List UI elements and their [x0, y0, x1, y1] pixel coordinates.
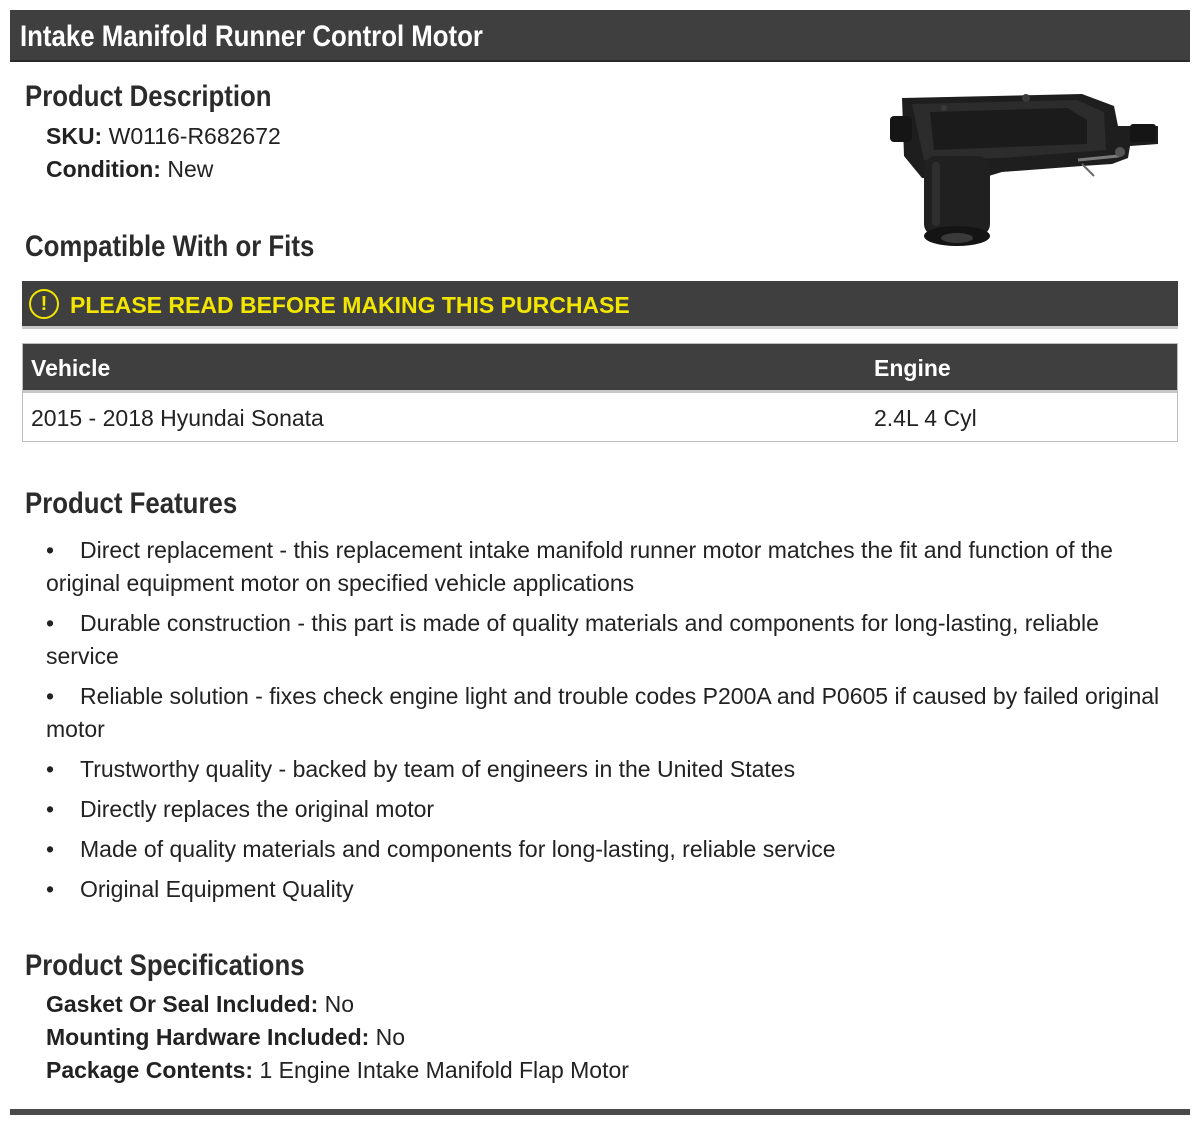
fitment-table — [22, 343, 1178, 442]
warning-banner — [22, 281, 1178, 329]
list-item — [46, 753, 1176, 786]
product-image — [882, 86, 1162, 256]
page-title: Intake Manifold Runner Control Motor — [20, 20, 483, 53]
bullet: • — [46, 836, 55, 862]
bullet: • — [46, 610, 55, 636]
list-item — [46, 680, 1176, 746]
spec-label: Gasket Or Seal Included: — [46, 991, 319, 1017]
spec-line — [46, 1057, 629, 1084]
compatibility-heading: Compatible With or Fits — [25, 230, 315, 263]
warning-text: PLEASE READ BEFORE MAKING THIS PURCHASE — [70, 292, 630, 318]
feature-text: Directly replaces the original motor — [80, 796, 435, 822]
bullet: • — [46, 876, 55, 902]
engine-cell: 2.4L 4 Cyl — [874, 405, 977, 431]
feature-text: Original Equipment Quality — [80, 876, 354, 902]
exclamation-circle-icon: ! — [29, 289, 59, 319]
feature-text: Durable construction - this part is made of quality materials and components for long-lasting, reliable service — [46, 610, 1099, 669]
feature-text: Made of quality materials and components for long-lasting, reliable service — [80, 836, 836, 862]
spec-label: Mounting Hardware Included: — [46, 1024, 370, 1050]
bottom-divider — [10, 1109, 1190, 1115]
spec-label: Package Contents: — [46, 1057, 254, 1083]
list-item — [46, 793, 1176, 826]
bullet: • — [46, 756, 55, 782]
title-bar — [10, 10, 1190, 62]
bullet: • — [46, 683, 55, 709]
list-item — [46, 607, 1176, 673]
spec-line — [46, 991, 354, 1018]
bullet: • — [46, 796, 55, 822]
spec-value: No — [324, 991, 355, 1017]
product-description-heading: Product Description — [25, 80, 272, 113]
vehicle-cell: 2015 - 2018 Hyundai Sonata — [31, 405, 324, 431]
list-item — [46, 873, 1176, 906]
condition-value: New — [167, 156, 214, 182]
sku-label: SKU: — [46, 123, 103, 149]
feature-text: Trustworthy quality - backed by team of engineers in the United States — [80, 756, 796, 782]
list-item — [46, 534, 1176, 600]
spec-value: 1 Engine Intake Manifold Flap Motor — [259, 1057, 629, 1083]
product-features-heading: Product Features — [25, 487, 238, 520]
sku-line — [46, 123, 281, 150]
column-header-vehicle: Vehicle — [31, 355, 111, 381]
fitment-table-header — [23, 344, 1177, 393]
feature-text: Direct replacement - this replacement intake manifold runner motor matches the fit and function of the original equipment motor on specified vehicle applications — [46, 537, 1113, 596]
condition-label: Condition: — [46, 156, 161, 182]
feature-text: Reliable solution - fixes check engine light and trouble codes P200A and P0605 if caused by failed original motor — [46, 683, 1160, 742]
condition-line — [46, 156, 213, 183]
column-header-engine: Engine — [874, 355, 951, 381]
spec-value: No — [375, 1024, 406, 1050]
spec-line — [46, 1024, 405, 1051]
product-specifications-heading: Product Specifications — [25, 949, 305, 982]
list-item — [46, 833, 1176, 866]
sku-value: W0116-R682672 — [108, 123, 281, 149]
features-list — [46, 534, 1176, 913]
bullet: • — [46, 537, 55, 563]
table-row — [23, 393, 1177, 441]
